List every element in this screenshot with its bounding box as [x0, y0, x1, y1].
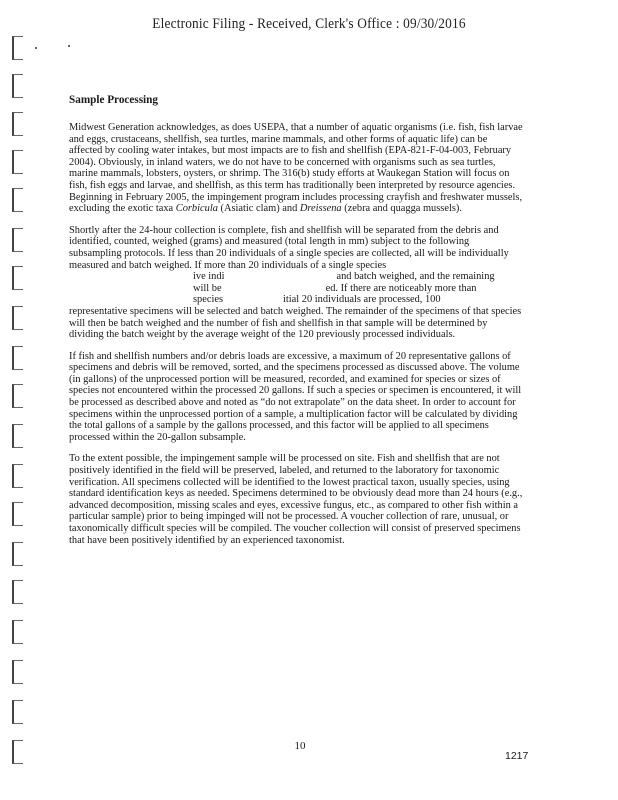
document-body	[69, 94, 523, 556]
bates-number: 1217	[505, 750, 529, 762]
scan-speck	[68, 45, 70, 47]
paragraph-scope: Midwest Generation acknowledges, as does USEPA, that a number of aquatic organisms (i.e. fish, fish larvae and eggs, crustaceans, shellfish, sea turtles, marine mammals, and other forms of aquatic life) can be affected by cooling water intakes, but most impacts are to fish and shellfish (EPA-821-F-04-003, February 2004). Obviously, in inland waters, we do not have to be concerned with organisms such as sea turtles, marine mammals, lobsters, oysters, or shrimp. The 316(b) study efforts at Waukegan Station will focus on fish, fish eggs and larvae, and shellfish, as this term has traditionally been interpreted by resource agencies. Beginning in February 2005, the impingement program includes processing crayfish and freshwater mussels, excluding the exotic taxa Corbicula (Asiatic clam) and Dreissena (zebra and quagga mussels).	[69, 122, 523, 215]
section-heading: Sample Processing	[69, 94, 158, 106]
paragraph-identification: To the extent possible, the impingement sample will be processed on site. Fish and shellfish that are not positively identified in the field will be preserved, labeled, and returned to the laboratory for taxonomic verification. All specimens collected will be identified to the lowest practical taxon, usually species, using standard identification keys as needed. Specimens determined to be obviously dead more than 24 hours (e.g., advanced decomposition, missing scales and eyes, excessive fungus, etc., as compared to other fish within a particular sample) prior to being impinged will not be processed. A voucher collection of rare, unusual, or taxonomically difficult species will be compiled. The voucher collection will consist of preserved specimens that have been positively identified by an experienced taxonomist.	[69, 453, 523, 546]
page-number: 10	[294, 740, 306, 752]
paragraph-subsampling: Shortly after the 24-hour collection is complete, fish and shellfish will be separated from the debris and identified, counted, weighed (grams) and measured (total length in mm) subject to the following subsampling protocols. If less than 20 individuals of a single species are collected, all will be individually measured and batch weighed. If more than 20 individuals of a single species ive indi and batch weighed, and the remaining will be ed. If there are noticeably more than species itial 20 individuals are processed, 100 representative specimens will be selected and batch weighed. The remainder of the specimens of that species will then be batch weighed and the number of fish and shellfish in that sample will be determined by dividing the batch weight by the average weight of the 120 previously processed individuals.	[69, 224, 522, 341]
filing-stamp-header: Electronic Filing - Received, Clerk's Office : 09/30/2016	[152, 16, 466, 32]
paragraph-excessive-loads: If fish and shellfish numbers and/or debris loads are excessive, a maximum of 20 representative gallons of specimens and debris will be removed, sorted, and the specimens processed as discussed above. The volume (in gallons) of the unprocessed portion will be measured, recorded, and examined for species or sizes of species not encountered within the processed 20 gallons. If such a species or specimen is encountered, it will be processed as described above and noted as “do not extrapolate” on the data sheet. In order to account for specimens within the unprocessed portion of a sample, a multiplication factor will be calculated by dividing the total gallons of a sample by the gallons processed, and this factor will be applied to all specimens processed within the 20-gallon subsample.	[69, 350, 522, 443]
binder-edge-marks	[12, 0, 28, 800]
scan-speck	[35, 47, 37, 49]
